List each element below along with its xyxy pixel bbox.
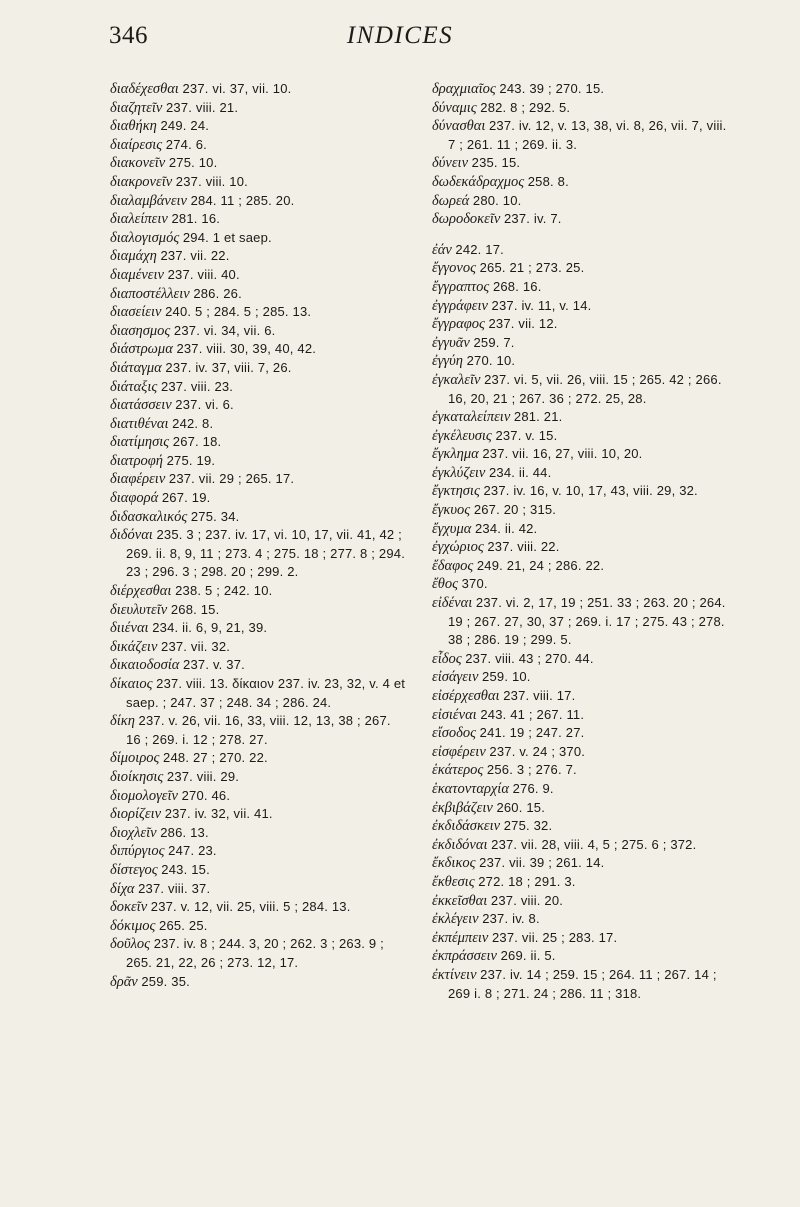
index-entry: [432, 259, 732, 278]
index-references: 237. vii. 39 ; 261. 14.: [479, 855, 605, 871]
index-entry: [432, 464, 732, 483]
index-references: 281. 16.: [171, 211, 221, 227]
index-references: 235. 15.: [471, 155, 521, 171]
index-entry: [110, 973, 408, 992]
index-entry: [110, 452, 408, 471]
index-lemma: ἔγχυμα: [432, 520, 472, 537]
index-lemma: ἐγγύη: [432, 353, 463, 370]
index-lemma: δύνειν: [432, 155, 469, 172]
index-entry: [110, 582, 408, 601]
index-entry: [432, 520, 732, 539]
index-entry: [432, 538, 732, 557]
index-references: 237. iv. 37, viii. 7, 26.: [165, 359, 292, 375]
index-lemma: ἐγκαλεῖν: [432, 371, 481, 388]
index-entry: [432, 557, 732, 576]
index-references: 234. ii. 44.: [489, 464, 552, 480]
index-entry: [110, 210, 408, 229]
index-entry: [110, 935, 408, 972]
index-lemma: δόκιμος: [110, 917, 156, 934]
index-lemma: δικαιοδοσία: [110, 657, 180, 674]
index-entry: [110, 508, 408, 527]
index-entry: [432, 297, 732, 316]
index-lemma: διιέναι: [110, 620, 149, 637]
index-references: 275. 10.: [168, 155, 218, 171]
index-references: 281. 21.: [513, 409, 563, 425]
index-references: 275. 32.: [503, 818, 553, 834]
index-entry: [110, 247, 408, 266]
index-lemma: δίστεγος: [110, 861, 158, 878]
index-entry: [110, 619, 408, 638]
index-lemma: διαλείπειν: [110, 211, 168, 228]
index-lemma: εἰσέρχεσθαι: [432, 688, 500, 704]
index-references: 234. ii. 6, 9, 21, 39.: [152, 620, 268, 636]
index-entry: [110, 359, 408, 378]
index-lemma: εἶδος: [432, 650, 462, 667]
index-references: 237. v. 26, vii. 16, 33, viii. 12, 13, 38 ; 267. 16 ; 269. i. 12 ; 278. 27.: [126, 713, 391, 747]
index-references: 260. 15.: [496, 799, 546, 815]
index-references: 272. 18 ; 291. 3.: [478, 873, 576, 889]
index-references: 237. iv. 16, v. 10, 17, 43, viii. 29, 32.: [483, 483, 698, 499]
index-entry: [432, 575, 732, 594]
index-references: 235. 3 ; 237. iv. 17, vi. 10, 17, vii. 41, 42 ; 269. ii. 8, 9, 11 ; 273. 4 ; 275. 18 ; 277. 8 ; 294. 23 ; 296. 3 ; 298. 20 ; 299. 2.: [126, 527, 406, 580]
index-references: 237. vii. 12.: [488, 316, 558, 332]
index-entry: [110, 229, 408, 248]
index-lemma: ἐγγράφειν: [432, 297, 488, 314]
index-references: 237. vi. 6.: [175, 397, 234, 413]
index-references: 237. v. 15.: [495, 427, 558, 443]
index-entry: [432, 854, 732, 873]
index-references: 237. vi. 5, vii. 26, viii. 15 ; 265. 42 ; 266. 16, 20, 21 ; 267. 36 ; 272. 25, 28.: [448, 371, 722, 406]
index-references: 370.: [461, 576, 488, 592]
index-lemma: ἔγγραφος: [432, 316, 485, 333]
index-references: 237. viii. 10.: [175, 173, 248, 189]
index-references: 259. 7.: [473, 334, 515, 350]
page-number: 346: [109, 22, 148, 49]
index-references: 237. vii. 29 ; 265. 17.: [168, 471, 295, 487]
index-entry: [110, 266, 408, 285]
index-references: 274. 6.: [165, 136, 207, 152]
index-references: 237. iv. 11, v. 14.: [491, 297, 592, 313]
index-lemma: ἔγκτησις: [432, 483, 480, 500]
index-entry: [432, 482, 732, 501]
index-references: 237. viii. 40.: [167, 266, 240, 282]
index-lemma: δίκαιος: [110, 676, 153, 692]
index-entry: [110, 470, 408, 489]
index-references: 258. 8.: [527, 173, 569, 189]
index-lemma: δοκεῖν: [110, 899, 148, 916]
index-entry: [110, 117, 408, 136]
index-references: 268. 15.: [170, 601, 220, 617]
index-references: 243. 15.: [161, 861, 210, 877]
index-entry: [432, 371, 732, 408]
index-references: 238. 5 ; 242. 10.: [175, 583, 273, 599]
index-lemma: διατάσσειν: [110, 397, 172, 414]
index-references: 243. 39 ; 270. 15.: [499, 81, 605, 96]
index-entry: [432, 334, 732, 353]
index-entry: [110, 842, 408, 861]
index-entry: [432, 687, 732, 706]
index-references: 259. 10.: [482, 669, 531, 685]
index-entry: [110, 917, 408, 936]
index-lemma: εἰσφέρειν: [432, 743, 486, 760]
index-lemma: διαθήκη: [110, 118, 157, 135]
index-lemma: δύνασθαι: [432, 118, 486, 135]
index-references: 237. viii. 22.: [487, 539, 560, 555]
index-entry: [432, 241, 732, 260]
index-lemma: διάταξις: [110, 378, 158, 395]
index-lemma: διαδέχεσθαι: [110, 81, 179, 97]
index-entry: [110, 489, 408, 508]
index-lemma: διαφέρειν: [110, 471, 166, 488]
index-references: 237. vi. 37, vii. 10.: [182, 81, 292, 96]
index-references: 275. 34.: [190, 508, 240, 524]
index-entry: [110, 99, 408, 118]
index-entry: [432, 947, 732, 966]
index-references: 237. viii. 23.: [160, 378, 234, 394]
index-lemma: διευλυτεῖν: [110, 601, 168, 618]
index-lemma: διακρονεῖν: [110, 173, 173, 190]
index-lemma: ἐκλέγειν: [432, 911, 479, 928]
index-references: 240. 5 ; 284. 5 ; 285. 13.: [165, 304, 312, 320]
index-references: 280. 10.: [472, 192, 522, 208]
index-entry: [432, 80, 732, 99]
index-lemma: διομολογεῖν: [110, 787, 178, 804]
index-lemma: διάστρωμα: [110, 341, 173, 358]
index-entry: [432, 706, 732, 725]
index-lemma: διαμάχη: [110, 248, 157, 265]
index-entry: [110, 675, 408, 712]
index-lemma: ἐγκλύζειν: [432, 464, 486, 481]
index-lemma: διάταγμα: [110, 359, 162, 376]
index-entry: [432, 799, 732, 818]
index-references: 237. v. 37.: [183, 657, 245, 673]
index-references: 256. 3 ; 276. 7.: [486, 762, 577, 778]
index-column-right: [432, 80, 732, 1003]
index-lemma: ἐκτίνειν: [432, 966, 477, 983]
index-entry: [432, 873, 732, 892]
index-entry: [432, 315, 732, 334]
index-references: 267. 19.: [161, 490, 211, 506]
index-references: 265. 25.: [159, 917, 208, 933]
index-lemma: ἐγκαταλείπειν: [432, 409, 511, 426]
index-lemma: δίχα: [110, 880, 135, 897]
page-title: INDICES: [346, 22, 454, 49]
index-lemma: ἐκπέμπειν: [432, 929, 489, 946]
index-lemma: δίκη: [110, 713, 135, 730]
index-entry: [432, 408, 732, 427]
index-lemma: εἰδέναι: [432, 595, 473, 612]
index-entry: [432, 192, 732, 211]
section-gap: [432, 229, 732, 241]
index-references: 237. viii. 30, 39, 40, 42.: [176, 341, 317, 357]
index-lemma: ἐκκεῖσθαι: [432, 892, 488, 909]
index-references: 249. 21, 24 ; 286. 22.: [476, 557, 605, 573]
index-lemma: ἔκδικος: [432, 855, 476, 872]
index-references: 237. viii. 21.: [165, 99, 239, 115]
index-lemma: διασείειν: [110, 304, 162, 321]
index-lemma: ἔγγραπτος: [432, 278, 490, 295]
index-entry: [432, 743, 732, 762]
index-references: 242. 8.: [172, 415, 214, 431]
index-lemma: δωροδοκεῖν: [432, 211, 501, 228]
index-entry: [432, 650, 732, 669]
index-lemma: διατίμησις: [110, 434, 170, 451]
index-references: 286. 13.: [160, 824, 209, 840]
index-entry: [110, 861, 408, 880]
index-references: 248. 27 ; 270. 22.: [163, 750, 268, 766]
index-entry: [432, 892, 732, 911]
index-lemma: ἐγκέλευσις: [432, 427, 492, 444]
index-references: 237. viii. 29.: [166, 768, 240, 784]
index-entry: [432, 99, 732, 118]
index-lemma: διασησμος: [110, 322, 171, 339]
index-references: 242. 17.: [455, 241, 504, 257]
index-entry: [110, 340, 408, 359]
index-lemma: διατροφή: [110, 452, 163, 469]
index-column-left: [110, 80, 408, 991]
index-entry: [110, 285, 408, 304]
index-lemma: δικάζειν: [110, 638, 158, 655]
index-entry: [432, 929, 732, 948]
index-references: 237. iv. 32, vii. 41.: [164, 806, 273, 822]
index-lemma: δοῦλος: [110, 936, 151, 953]
index-references: 247. 23.: [168, 843, 217, 859]
index-lemma: ἑκάτερος: [432, 762, 484, 779]
index-references: 237. viii. 37.: [138, 880, 211, 896]
index-references: 267. 20 ; 315.: [473, 502, 557, 518]
index-lemma: διαμένειν: [110, 266, 164, 283]
index-references: 294. 1 et saep.: [182, 229, 272, 245]
index-lemma: διπύργιος: [110, 843, 165, 860]
index-entry: [110, 173, 408, 192]
index-references: 237. viii. 13. δίκαιον 237. iv. 23, 32, v. 4 et saep. ; 247. 37 ; 248. 34 ; 286. 24.: [126, 676, 406, 710]
index-entry: [432, 668, 732, 687]
index-references: 270. 46.: [181, 787, 231, 803]
index-lemma: ἐάν: [432, 241, 452, 258]
index-references: 237. vii. 22.: [160, 248, 230, 264]
index-lemma: διοίκησις: [110, 768, 164, 785]
index-entry: [110, 322, 408, 341]
index-entry: [432, 210, 732, 229]
index-references: 237. vii. 16, 27, viii. 10, 20.: [482, 446, 643, 462]
index-entry: [432, 817, 732, 836]
index-entry: [110, 526, 408, 582]
index-lemma: ἐκβιβάζειν: [432, 799, 493, 816]
index-references: 237. vii. 28, viii. 4, 5 ; 275. 6 ; 372.: [491, 836, 697, 852]
index-lemma: εἰσιέναι: [432, 706, 477, 723]
index-lemma: ἐκπράσσειν: [432, 948, 497, 965]
index-entry: [110, 749, 408, 768]
index-references: 241. 19 ; 247. 27.: [479, 725, 585, 741]
index-entry: [432, 352, 732, 371]
index-references: 237. vi. 34, vii. 6.: [173, 322, 276, 338]
index-entry: [432, 724, 732, 743]
index-entry: [110, 433, 408, 452]
index-entry: [110, 80, 408, 99]
page-header: [0, 0, 800, 50]
index-references: 237. vii. 32.: [161, 638, 231, 654]
index-references: 237. iv. 7.: [503, 211, 562, 227]
index-lemma: ἔγκυος: [432, 502, 471, 519]
index-lemma: διαζητεῖν: [110, 99, 163, 116]
index-references: 268. 16.: [492, 278, 542, 294]
index-entry: [432, 501, 732, 520]
index-references: 249. 24.: [160, 118, 210, 134]
index-entry: [110, 656, 408, 675]
index-lemma: διατιθέναι: [110, 415, 169, 432]
index-references: 269. ii. 5.: [500, 948, 556, 964]
index-references: 267. 18.: [172, 434, 222, 450]
index-lemma: ἔθος: [432, 576, 458, 593]
index-entry: [432, 427, 732, 446]
index-entry: [432, 836, 732, 855]
index-lemma: διακονεῖν: [110, 155, 166, 172]
index-entry: [110, 898, 408, 917]
index-references: 237. iv. 8 ; 244. 3, 20 ; 262. 3 ; 263. 9 ; 265. 21, 22, 26 ; 273. 12, 17.: [126, 936, 384, 970]
index-lemma: εἴσοδος: [432, 725, 477, 742]
index-entry: [432, 910, 732, 929]
index-lemma: δωδεκάδραχμος: [432, 173, 525, 190]
index-lemma: ἐγγυᾶν: [432, 334, 470, 351]
index-entry: [110, 303, 408, 322]
index-references: 237. v. 24 ; 370.: [489, 743, 586, 759]
index-entry: [110, 601, 408, 620]
index-entry: [432, 154, 732, 173]
index-entry: [432, 173, 732, 192]
index-entry: [432, 761, 732, 780]
index-entry: [432, 445, 732, 464]
index-lemma: ἐκδιδάσκειν: [432, 818, 501, 835]
index-references: 259. 35.: [141, 973, 190, 989]
index-entry: [110, 768, 408, 787]
index-references: 237. viii. 20.: [490, 892, 564, 908]
index-entry: [110, 136, 408, 155]
index-lemma: ἐκδιδόναι: [432, 836, 488, 853]
index-entry: [110, 378, 408, 397]
index-references: 237. iv. 8.: [482, 911, 540, 927]
index-lemma: ἔκθεσις: [432, 873, 475, 890]
index-references: 237. viii. 43 ; 270. 44.: [465, 650, 594, 666]
index-references: 275. 19.: [166, 452, 216, 468]
index-references: 286. 26.: [193, 285, 242, 301]
index-lemma: δωρεά: [432, 192, 470, 209]
index-lemma: εἰσάγειν: [432, 669, 479, 686]
index-entry: [432, 966, 732, 1003]
index-references: 284. 11 ; 285. 20.: [190, 192, 295, 208]
index-references: 234. ii. 42.: [474, 520, 538, 536]
index-references: 237. vii. 25 ; 283. 17.: [492, 929, 618, 945]
index-references: 265. 21 ; 273. 25.: [479, 260, 585, 276]
index-references: 243. 41 ; 267. 11.: [480, 706, 585, 722]
index-lemma: διέρχεσθαι: [110, 583, 172, 600]
index-entry: [110, 192, 408, 211]
index-entry: [110, 396, 408, 415]
index-entry: [432, 117, 732, 154]
index-lemma: δραχμιαῖος: [432, 81, 496, 97]
index-lemma: δρᾶν: [110, 973, 138, 990]
index-lemma: δύναμις: [432, 99, 477, 116]
index-lemma: διαφορά: [110, 490, 159, 507]
index-lemma: διδόναι: [110, 527, 153, 544]
index-lemma: ἔδαφος: [432, 557, 474, 574]
index-entry: [110, 824, 408, 843]
index-entry: [110, 712, 408, 749]
index-lemma: διοχλεῖν: [110, 824, 157, 841]
index-references: 237. iv. 12, v. 13, 38, vi. 8, 26, vii. 7, viii. 7 ; 261. 11 ; 269. ii. 3.: [448, 118, 727, 152]
index-references: 237. viii. 17.: [503, 688, 576, 703]
index-entry: [110, 154, 408, 173]
index-lemma: διαλαμβάνειν: [110, 192, 187, 209]
index-references: 276. 9.: [512, 780, 554, 796]
index-entry: [110, 805, 408, 824]
index-lemma: διαλογισμός: [110, 229, 180, 246]
index-lemma: ἑκατονταρχία: [432, 780, 509, 797]
index-references: 270. 10.: [466, 353, 516, 369]
index-references: 282. 8 ; 292. 5.: [480, 99, 571, 115]
index-entry: [432, 278, 732, 297]
index-entry: [110, 638, 408, 657]
index-lemma: ἔγγονος: [432, 260, 476, 277]
index-lemma: ἔγκλημα: [432, 446, 479, 463]
index-entry: [432, 780, 732, 799]
index-lemma: διδασκαλικός: [110, 508, 188, 525]
index-references: 237. vi. 2, 17, 19 ; 251. 33 ; 263. 20 ; 264. 19 ; 267. 27, 30, 37 ; 269. i. 17 ; 275. 43 ; 278. 38 ; 286. 19 ; 299. 5.: [448, 595, 726, 648]
index-lemma: δίμοιρος: [110, 750, 160, 767]
index-entry: [432, 594, 732, 650]
index-lemma: διορίζειν: [110, 806, 162, 823]
index-entry: [110, 415, 408, 434]
index-lemma: διαποστέλλειν: [110, 285, 190, 302]
index-lemma: ἐγχώριος: [432, 539, 484, 556]
index-references: 237. v. 12, vii. 25, viii. 5 ; 284. 13.: [150, 899, 351, 915]
index-references: 237. iv. 14 ; 259. 15 ; 264. 11 ; 267. 14 ; 269 i. 8 ; 271. 24 ; 286. 11 ; 318.: [448, 966, 717, 1001]
index-lemma: διαίρεσις: [110, 136, 163, 153]
index-entry: [110, 787, 408, 806]
index-entry: [110, 880, 408, 899]
